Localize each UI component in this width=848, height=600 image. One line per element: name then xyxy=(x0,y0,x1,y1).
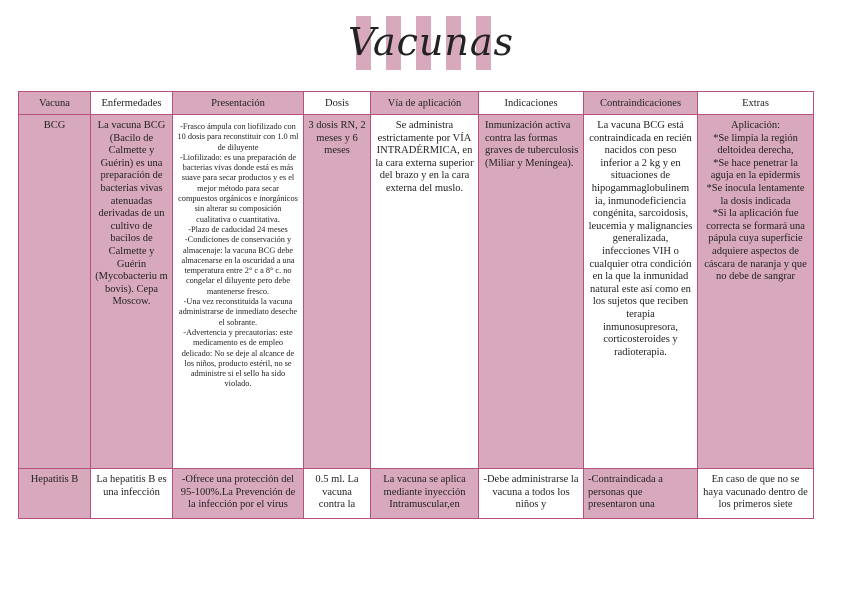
vacuna-name: BCG xyxy=(43,120,66,131)
extras-text: En caso de que no se haya vacunado dentro de los primeros siete xyxy=(703,474,808,511)
cell-dosis xyxy=(304,469,371,519)
cell-enfermedades xyxy=(91,469,173,519)
dosis-text: 0.5 ml. La vacuna contra la xyxy=(315,474,359,511)
contraindicaciones-text: La vacuna BCG está contraindicada en recién nacidos con peso inferior a 2 kg y en situaciones de hipogammaglobulinem ia, inmunodeficiencia congénita, sarcoidosis, leucemia y malignancies generalizada, infecciones VIH o cualquier otra condición en la que la inmunidad natural este así como en los sujetos que reciben terapia inmunosupresora, corticosteroides y radioterapia. xyxy=(588,120,693,358)
cell-presentacion xyxy=(173,469,304,519)
presentacion-line: -Condiciones de conservación y almacenaje: la vacuna BCG debe almacenarse en la oscuridad a una temperatura entre 2° c a 8° c. no congelar el diluyente pero debe mantenerse fresco. xyxy=(181,235,295,296)
table-row xyxy=(19,469,814,519)
column-header-vacuna: Vacuna xyxy=(19,92,91,115)
header-row xyxy=(19,92,814,115)
cell-extras xyxy=(698,469,814,519)
cell-vacuna xyxy=(19,115,91,469)
table-row xyxy=(19,115,814,469)
indicaciones-text: -Debe administrarse la vacuna a todos los niños y xyxy=(483,474,579,511)
cell-vacuna xyxy=(19,469,91,519)
extras-line: *Se hace penetrar la aguja en la epidermis xyxy=(710,157,801,182)
column-header-extras: Extras xyxy=(698,92,814,115)
vacuna-name: Hepatitis B xyxy=(30,474,79,485)
cell-dosis xyxy=(304,115,371,469)
extras-text xyxy=(698,115,813,284)
page-title: Vacunas xyxy=(348,20,514,64)
presentacion-text xyxy=(173,115,303,390)
column-header-via: Vía de aplicación xyxy=(371,92,479,115)
presentacion-line: -Frasco ámpula con liofilizado con 10 dosis para reconstituir con 1.0 ml de diluyente xyxy=(177,122,299,152)
column-header-dosis: Dosis xyxy=(304,92,371,115)
indicaciones-text: Inmunización activa contra las formas graves de tuberculosis (Miliar y Meníngea). xyxy=(485,120,579,169)
presentacion-line: -Una vez reconstituida la vacuna administrarse de inmediato deseche el sobrante. xyxy=(178,297,298,327)
cell-enfermedades xyxy=(91,115,173,469)
presentacion-text: -Ofrece una protección del 95-100%.La Prevención de la infección por el virus xyxy=(180,474,296,511)
contraindicaciones-text: -Contraindicada a personas que presentaron una xyxy=(588,474,663,511)
cell-contraindicaciones xyxy=(584,469,698,519)
cell-presentacion xyxy=(173,115,304,469)
title-banner xyxy=(348,16,514,70)
enfermedades-text: La vacuna BCG (Bacilo de Calmette y Guérin) es una preparación de bacterias vivas atenuadas derivadas de un cultivo de bacilos de Calmette y Guérin (Mycobacteriu m bovis). Cepa Moscow. xyxy=(95,120,168,308)
extras-line: *Se limpia la región deltoidea derecha, xyxy=(713,132,798,157)
cell-indicaciones xyxy=(479,469,584,519)
cell-indicaciones xyxy=(479,115,584,469)
column-header-indicaciones: Indicaciones xyxy=(479,92,584,115)
via-text: La vacuna se aplica mediante inyección Intramuscular,en xyxy=(383,474,466,511)
extras-title: Aplicación: xyxy=(731,120,780,131)
column-header-enfermedades: Enfermedades xyxy=(91,92,173,115)
column-header-presentacion: Presentación xyxy=(173,92,304,115)
column-header-contraindicaciones: Contraindicaciones xyxy=(584,92,698,115)
cell-via xyxy=(371,469,479,519)
presentacion-line: -Plazo de caducidad 24 meses xyxy=(188,224,288,234)
via-text: Se administra estrictamente por VÍA INTRADÉRMICA, en la cara externa superior del brazo y en la cara externa del muslo. xyxy=(375,120,474,194)
extras-line: *Si la aplicación fue correcta se formará una pápula cuya superficie adquiere aspectos de cáscara de naranja y que no debe de sangrar xyxy=(704,208,807,283)
enfermedades-text: La hepatitis B es una infección xyxy=(96,474,167,498)
dosis-text: 3 dosis RN, 2 meses y 6 meses xyxy=(308,120,366,157)
presentacion-line: -Advertencia y precautorias: este medicamento es de empleo delicado: No se deje al alcance de los niños, producto estéril, no se administre si el sello ha sido violado. xyxy=(181,327,295,389)
vaccine-table xyxy=(18,91,814,519)
cell-via xyxy=(371,115,479,469)
presentacion-line: -Liofilizado: es una preparación de bacterias vivas donde está es más suave para secar productos y es el mejor método para secar compuestos orgánicos e inorgánicos sin alterar su composición cualitativa o cuantitativa. xyxy=(178,152,298,224)
extras-line: *Se inocula lentamente la dosis indicada xyxy=(706,182,805,207)
cell-contraindicaciones xyxy=(584,115,698,469)
cell-extras xyxy=(698,115,814,469)
